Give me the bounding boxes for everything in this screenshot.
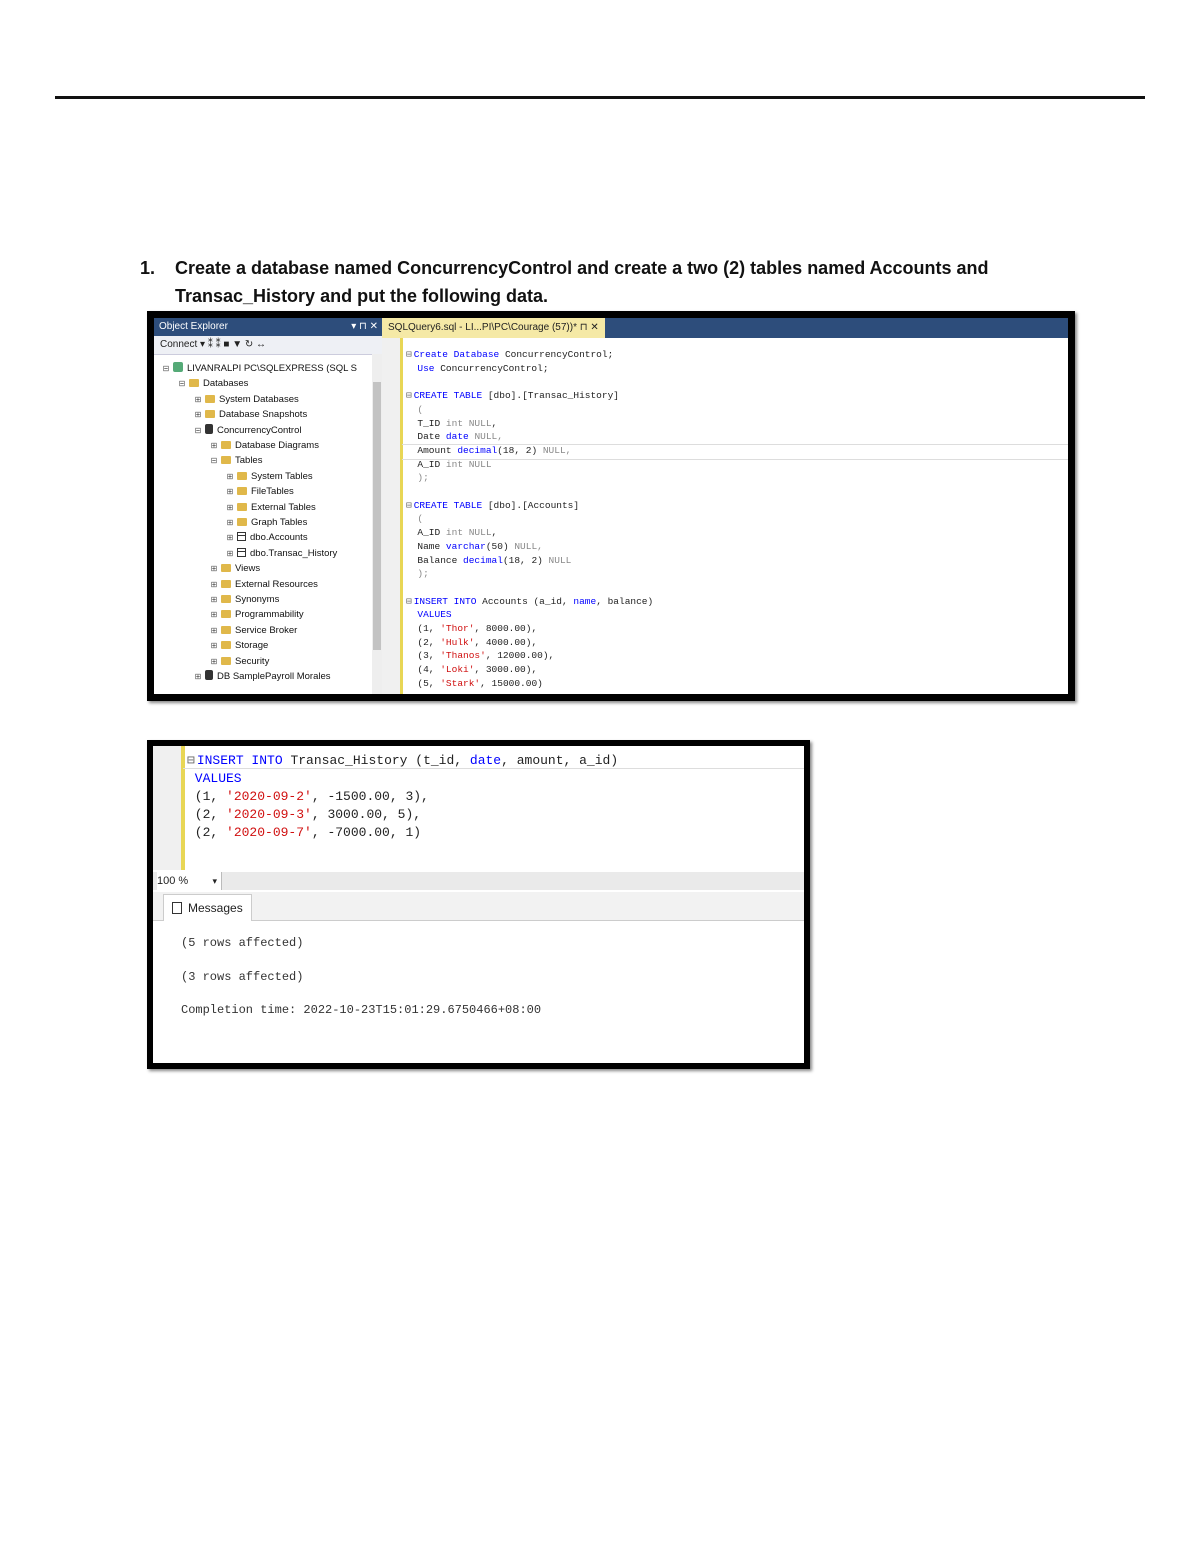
code-token: , balance): [596, 595, 654, 607]
tree-node-label: Graph Tables: [251, 517, 308, 528]
code-token: (2,: [406, 636, 441, 648]
folder-icon: [205, 395, 215, 403]
code-token: CREATE TABLE: [413, 499, 488, 511]
expand-toggle-icon[interactable]: ⊞: [194, 672, 202, 681]
code-token: Accounts: [482, 595, 534, 607]
tree-node[interactable]: [210, 577, 318, 592]
instruction-line-2: Transac_History and put the following data.: [175, 286, 549, 306]
header-rule: [55, 96, 1145, 99]
expand-toggle-icon[interactable]: ⊞: [226, 487, 234, 497]
code-line: [406, 649, 554, 662]
code-token: NULL,: [542, 444, 572, 456]
tree-node-label: dbo.Accounts: [250, 532, 308, 544]
tree-node[interactable]: [194, 669, 331, 684]
code-token: A_ID: [406, 458, 446, 470]
code-token: ,: [491, 527, 498, 539]
messages-tab-label: Messages: [188, 901, 243, 915]
code-line: [406, 512, 423, 525]
code-line: [406, 389, 619, 402]
collapse-icon[interactable]: ⊟: [406, 499, 412, 511]
code-line: [406, 663, 537, 676]
expand-toggle-icon[interactable]: ⊞: [210, 641, 218, 651]
code-token: VALUES: [187, 771, 242, 786]
code-line: [406, 622, 537, 635]
collapse-icon[interactable]: ⊟: [406, 595, 412, 607]
tree-node[interactable]: [194, 392, 299, 407]
code-token: CREATE TABLE: [413, 390, 488, 402]
expand-toggle-icon[interactable]: ⊞: [210, 441, 218, 450]
expand-toggle-icon[interactable]: ⊞: [226, 548, 234, 558]
code-token: , -7000.00, 1): [311, 825, 422, 840]
tree-node[interactable]: [210, 438, 319, 453]
folder-icon: [221, 441, 231, 449]
code-line: [406, 362, 549, 375]
folder-icon: [237, 472, 247, 480]
tree-node[interactable]: [194, 407, 307, 422]
tree-node[interactable]: [210, 638, 268, 653]
code-token: 'Thor': [440, 623, 475, 634]
code-token: (1,: [406, 623, 441, 634]
code-token: Use: [406, 362, 441, 374]
folder-icon: [237, 518, 247, 526]
folder-icon: [221, 657, 231, 665]
tree-node[interactable]: [210, 654, 269, 669]
expand-toggle-icon[interactable]: ⊞: [226, 471, 234, 481]
tree-node[interactable]: [178, 376, 248, 391]
collapse-icon[interactable]: ⊟: [187, 753, 195, 768]
code-token: T_ID: [406, 417, 446, 429]
expand-toggle-icon[interactable]: ⊞: [210, 579, 218, 589]
code-token: , 8000.00),: [474, 623, 538, 634]
code-token: , 3000.00, 5),: [311, 807, 422, 822]
collapse-icon[interactable]: ⊟: [406, 349, 412, 360]
query-editor: [382, 318, 1068, 694]
code-token: , 12000.00),: [485, 650, 555, 662]
tree-node-label: System Databases: [219, 393, 299, 405]
folder-icon: [189, 379, 199, 387]
code-line: [406, 554, 571, 567]
folder-icon: [237, 487, 247, 495]
code-token: Balance: [406, 554, 464, 566]
code-line: [406, 499, 579, 512]
code-line: [187, 752, 618, 770]
expand-toggle-icon[interactable]: ⊟: [178, 379, 186, 389]
tree-node[interactable]: [226, 530, 308, 545]
code-token: (50): [485, 540, 515, 552]
code-token: NULL,: [514, 540, 543, 552]
object-explorer-scrollbar[interactable]: [372, 354, 382, 694]
code-token: Amount: [406, 444, 458, 456]
code-token: NULL,: [474, 431, 503, 443]
tab-messages[interactable]: [163, 894, 252, 921]
code-token: (: [406, 513, 424, 525]
instruction-number: 1.: [140, 258, 156, 278]
folder-icon: [221, 610, 231, 618]
editor-tab[interactable]: [382, 318, 605, 338]
code-token: '2020-09-3': [226, 807, 312, 822]
editor-gutter: [382, 338, 403, 694]
object-explorer-title-bar: [154, 318, 382, 336]
tree-node[interactable]: [226, 484, 294, 499]
tree-node-label: External Tables: [251, 501, 316, 513]
tree-node-label: ConcurrencyControl: [217, 424, 302, 436]
tree-node-label: Programmability: [235, 609, 304, 621]
folder-icon: [221, 626, 231, 634]
code-token: ConcurrencyControl;: [504, 349, 614, 360]
folder-icon: [221, 595, 231, 603]
zoom-bar: [153, 872, 804, 890]
tree-node[interactable]: [210, 453, 262, 468]
code-token: , amount, a_id): [501, 753, 619, 768]
code-token: int NULL: [445, 458, 492, 470]
tree-node[interactable]: [226, 469, 313, 484]
code-line: [187, 806, 421, 824]
code-token: '2020-09-7': [226, 825, 312, 840]
code-line: [406, 444, 571, 457]
chevron-down-icon[interactable]: ▾: [212, 876, 217, 886]
code-token: Date: [406, 431, 446, 443]
code-token: 'Hulk': [440, 636, 475, 648]
server-icon: [173, 362, 183, 372]
code-token: (1,: [187, 789, 227, 804]
expand-toggle-icon[interactable]: ⊟: [210, 456, 218, 466]
editor-tab-controls[interactable]: ⊓ ✕: [579, 322, 599, 333]
code-token: '2020-09-2': [226, 789, 312, 804]
expand-toggle-icon[interactable]: ⊞: [226, 533, 234, 543]
code-token: varchar: [445, 540, 486, 552]
ssms-screenshot-2: [147, 740, 810, 1069]
code-token: (5,: [406, 677, 441, 689]
tree-node-label: System Tables: [251, 470, 313, 482]
tree-node[interactable]: [194, 423, 301, 438]
code-token: INSERT INTO: [196, 753, 291, 768]
code-token: );: [406, 472, 429, 484]
tree-node[interactable]: [210, 623, 297, 638]
code-line: [406, 540, 543, 553]
database-icon: [205, 670, 213, 680]
tree-node-label: Synonyms: [235, 594, 280, 605]
tree-node-label: Databases: [203, 378, 249, 390]
message-line: Completion time: 2022-10-23T15:01:29.6750466+08:00: [181, 1003, 542, 1017]
tree-node[interactable]: [226, 546, 337, 561]
code-token: (18, 2): [502, 554, 549, 566]
code-token: A_ID: [406, 527, 446, 539]
code-token: VALUES: [406, 609, 452, 621]
expand-toggle-icon[interactable]: ⊞: [226, 502, 234, 512]
message-line: (3 rows affected): [181, 970, 304, 984]
code-line: [187, 770, 242, 788]
code-token: 'Loki': [440, 664, 475, 676]
code-token: INSERT INTO: [413, 595, 483, 607]
code-line: [406, 403, 423, 416]
tree-node[interactable]: [226, 515, 307, 530]
editor-gutter: [153, 746, 185, 870]
code-token: ,: [491, 417, 498, 429]
tree-node-label: FileTables: [251, 486, 294, 498]
object-explorer-window-controls[interactable]: ▾ ⊓ ✕: [351, 321, 378, 332]
tree-node[interactable]: [210, 592, 279, 607]
code-token: (2,: [187, 825, 227, 840]
collapse-icon[interactable]: ⊟: [406, 390, 412, 402]
code-token: (: [406, 403, 424, 415]
code-token: int NULL: [445, 527, 492, 539]
expand-toggle-icon[interactable]: ⊞: [226, 518, 234, 527]
code-token: 'Stark': [440, 677, 481, 689]
code-token: [dbo].[Accounts]: [487, 499, 580, 511]
code-token: , 4000.00),: [474, 636, 538, 648]
code-line: [406, 458, 492, 471]
code-line: [406, 471, 429, 484]
code-token: (4,: [406, 664, 441, 676]
message-line: (5 rows affected): [181, 936, 304, 950]
code-token: NULL: [548, 554, 572, 566]
code-line: [406, 608, 452, 621]
code-line: [406, 636, 537, 649]
folder-icon: [221, 456, 231, 464]
code-token: ConcurrencyControl;: [440, 362, 549, 374]
code-line: [406, 677, 543, 690]
object-explorer-toolbar[interactable]: Connect ▾ ⁑ ⁑ ■ ▼ ↻ ↔: [154, 336, 382, 355]
scrollbar-thumb[interactable]: [373, 382, 381, 650]
tree-node-label: LIVANRALPI PC\SQLEXPRESS (SQL S: [187, 363, 358, 374]
zoom-value: 100 %: [157, 875, 189, 887]
code-token: , 15000.00): [480, 677, 543, 689]
folder-icon: [221, 580, 231, 588]
results-tab-bar: [153, 892, 804, 921]
ssms-screenshot-1: [147, 311, 1075, 701]
zoom-select[interactable]: [157, 872, 222, 890]
expand-toggle-icon[interactable]: ⊞: [210, 564, 218, 574]
tree-node-label: DB SamplePayroll Morales: [217, 671, 331, 682]
expand-toggle-icon[interactable]: ⊞: [194, 394, 202, 404]
expand-toggle-icon[interactable]: ⊞: [210, 656, 218, 666]
code-token: (3,: [406, 650, 441, 662]
tree-node-label: Tables: [235, 455, 263, 467]
code-token: Create Database: [413, 349, 505, 360]
tree-node[interactable]: [162, 361, 357, 376]
code-token: );: [406, 568, 429, 580]
code-token: int NULL: [445, 417, 492, 429]
tree-node[interactable]: [226, 500, 316, 515]
tree-node-label: dbo.Transac_History: [250, 547, 338, 559]
code-line: [406, 348, 613, 361]
table-icon: [237, 548, 246, 557]
code-token: decimal: [457, 444, 498, 456]
code-token: (a_id,: [533, 595, 574, 607]
object-explorer: [154, 318, 383, 694]
expand-toggle-icon[interactable]: ⊞: [210, 610, 218, 620]
folder-icon: [221, 641, 231, 649]
code-token: date: [445, 431, 475, 443]
messages-icon: [172, 902, 182, 914]
tree-node[interactable]: [210, 607, 304, 622]
code-line: [406, 567, 429, 580]
editor-tab-strip: [382, 318, 1068, 338]
tree-node-label: Service Broker: [235, 624, 298, 636]
code-token: 'Thanos': [440, 650, 486, 662]
editor-tab-label: SQLQuery6.sql - LI...PI\PC\Courage (57))*: [388, 322, 577, 333]
code-token: (18, 2): [497, 444, 543, 456]
instruction-line-1: Create a database named ConcurrencyControl and create a two (2) tables named Accounts and: [175, 258, 989, 278]
folder-icon: [221, 564, 231, 572]
code-token: , -1500.00, 3),: [311, 789, 429, 804]
code-token: (2,: [187, 807, 227, 822]
code-token: Name: [406, 540, 446, 552]
code-line: [187, 788, 429, 806]
expand-toggle-icon[interactable]: ⊟: [194, 425, 202, 435]
code-line: [406, 595, 653, 608]
tree-node-label: Security: [235, 655, 270, 667]
tree-node[interactable]: [210, 561, 260, 576]
code-line: [406, 526, 497, 539]
code-line: [406, 430, 503, 443]
tree-node-label: Database Diagrams: [235, 440, 319, 451]
expand-toggle-icon[interactable]: ⊟: [162, 364, 170, 373]
folder-icon: [205, 410, 215, 418]
tree-node-label: Storage: [235, 640, 269, 652]
code-token: Transac_History (t_id,: [290, 753, 470, 768]
code-token: , 3000.00),: [474, 664, 538, 676]
code-line: [187, 824, 421, 842]
folder-icon: [237, 503, 247, 511]
tree-node-label: Database Snapshots: [219, 409, 308, 421]
database-icon: [205, 424, 213, 434]
tree-node-label: External Resources: [235, 578, 318, 590]
expand-toggle-icon[interactable]: ⊞: [194, 410, 202, 420]
code-token: [dbo].[Transac_History]: [487, 390, 619, 402]
code-token: name: [573, 595, 597, 607]
code-line: [406, 417, 497, 430]
object-explorer-title: Object Explorer: [159, 321, 228, 332]
expand-toggle-icon[interactable]: ⊞: [210, 625, 218, 635]
code-token: decimal: [463, 554, 503, 566]
tree-node-label: Views: [235, 563, 261, 575]
expand-toggle-icon[interactable]: ⊞: [210, 595, 218, 604]
code-token: date: [469, 753, 502, 768]
table-icon: [237, 532, 246, 541]
